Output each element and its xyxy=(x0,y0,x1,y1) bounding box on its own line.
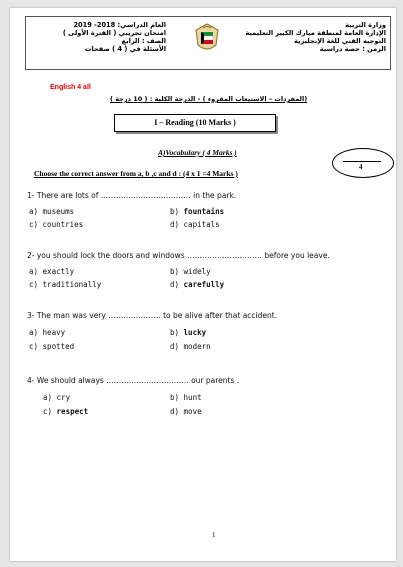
q2-option-b[interactable] xyxy=(170,267,211,276)
question-4-text: 4- We should always …………………………… our parents . xyxy=(27,376,240,385)
q3-option-b[interactable] xyxy=(170,328,206,337)
option-label: c) xyxy=(29,280,39,289)
header-ministry: وزارة التربية xyxy=(345,21,386,29)
option-label: b) xyxy=(170,267,180,276)
header-district: الإدارة العامة لمنطقة مبارك الكبير التعليمية xyxy=(245,29,386,37)
q4-option-b[interactable] xyxy=(170,393,202,402)
q1-option-b[interactable] xyxy=(170,207,224,216)
option-label: b) xyxy=(170,207,180,216)
q2-option-c[interactable] xyxy=(29,280,101,289)
option-label: b) xyxy=(170,393,180,402)
option-text: museums xyxy=(42,207,75,216)
option-label: c) xyxy=(29,220,39,229)
option-text: exactly xyxy=(42,267,75,276)
option-label: d) xyxy=(170,407,180,416)
option-label: c) xyxy=(43,407,53,416)
vocabulary-subtitle: A)Vocabulary ( 4 Marks ) xyxy=(158,148,237,157)
option-label: b) xyxy=(170,328,180,337)
english4all-tag: English 4 all xyxy=(50,84,91,91)
option-text: modern xyxy=(183,342,211,351)
q3-option-c[interactable] xyxy=(29,342,74,351)
q4-option-a[interactable] xyxy=(43,393,70,402)
option-text: widely xyxy=(183,267,211,276)
page-number: 1 xyxy=(212,531,216,539)
q1-option-d[interactable] xyxy=(170,220,220,229)
header-duration: الزمن : حصة دراسية xyxy=(319,45,386,53)
exam-page xyxy=(10,8,396,561)
question-2-text: 2- you should lock the doors and windows ………………………… before you leave. xyxy=(27,251,330,260)
header-grade: الصف : الرابع xyxy=(121,37,166,45)
header-page-count: الأسئلة في ( 4 ) صفحات xyxy=(84,45,166,53)
q3-option-d[interactable] xyxy=(170,342,211,351)
section-arabic-subtitle: (المفردات – الاستيعاب المقروء ) - الدرجة الكلية : ( 10 درجة ) xyxy=(110,95,308,103)
option-text: capitals xyxy=(183,220,220,229)
header-department: التوجيه الفني للغة الإنجليزية xyxy=(294,37,386,45)
question-1-text: 1- There are lots of ……………………………… in the park. xyxy=(27,191,237,200)
option-text: lucky xyxy=(183,328,207,337)
q2-option-a[interactable] xyxy=(29,267,74,276)
score-oval xyxy=(332,148,394,178)
option-text: fountains xyxy=(183,207,225,216)
q2-option-d[interactable] xyxy=(170,280,224,289)
option-text: countries xyxy=(42,220,84,229)
exam-header xyxy=(25,16,391,70)
header-school-year: العام الدراسي: 2018- 2019 xyxy=(73,21,166,29)
option-label: a) xyxy=(29,267,39,276)
q4-option-d[interactable] xyxy=(170,407,202,416)
option-text: traditionally xyxy=(42,280,102,289)
option-label: a) xyxy=(43,393,53,402)
question-3-text: 3- The man was very ………………… to be alive after that accident. xyxy=(27,311,278,320)
header-exam-type: امتحان تجريبي ( الفترة الأولى ) xyxy=(62,29,166,37)
option-text: carefully xyxy=(183,280,225,289)
option-label: a) xyxy=(29,328,39,337)
q4-option-c[interactable] xyxy=(43,407,88,416)
score-value: 4 xyxy=(359,163,363,171)
reading-section-title: I – Reading (10 Marks ) xyxy=(114,114,276,132)
option-text: spotted xyxy=(42,342,75,351)
q1-option-a[interactable] xyxy=(29,207,74,216)
score-divider xyxy=(343,161,381,162)
option-text: hunt xyxy=(183,393,202,402)
option-text: heavy xyxy=(42,328,66,337)
option-label: d) xyxy=(170,220,180,229)
option-label: d) xyxy=(170,280,180,289)
option-label: d) xyxy=(170,342,180,351)
kuwait-emblem-icon xyxy=(194,23,220,53)
q3-option-a[interactable] xyxy=(29,328,65,337)
option-label: c) xyxy=(29,342,39,351)
option-label: a) xyxy=(29,207,39,216)
option-text: move xyxy=(183,407,202,416)
q1-option-c[interactable] xyxy=(29,220,83,229)
option-text: cry xyxy=(56,393,71,402)
instructions: Choose the correct answer from a, b ,c and d : (4 x 1 =4 Marks ) xyxy=(34,169,238,178)
option-text: respect xyxy=(56,407,89,416)
